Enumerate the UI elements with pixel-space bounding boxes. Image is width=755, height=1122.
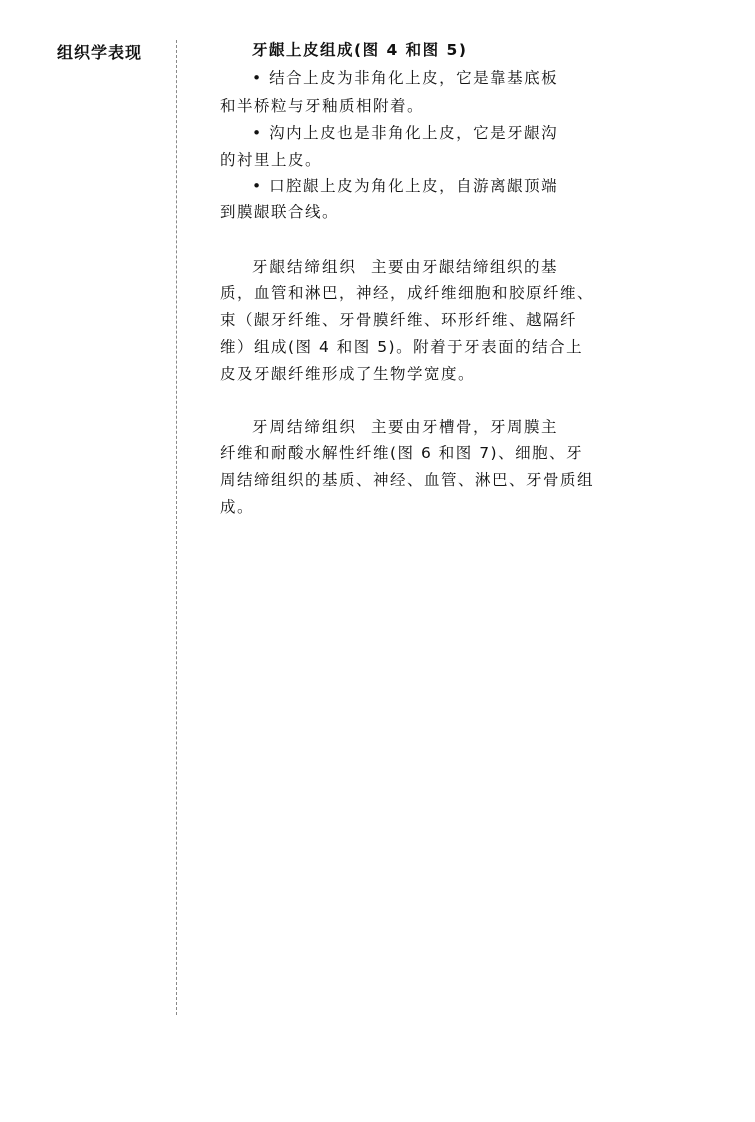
text-line — [252, 417, 558, 437]
text-line: • 沟内上皮也是非角化上皮，它是牙龈沟 — [252, 124, 559, 142]
text-line: 纤维和耐酸水解性纤维(图 6 和图 7)、细胞、牙 — [220, 444, 584, 462]
text: 主要由牙槽骨，牙周膜主 — [371, 418, 559, 436]
text-line: 到膜龈联合线。 — [220, 203, 340, 221]
section-title: 牙龈上皮组成(图 4 和图 5) — [252, 41, 468, 59]
text-line: 周结缔组织的基质、神经、血管、淋巴、牙骨质组 — [220, 471, 595, 489]
text-line: 皮及牙龈纤维形成了生物学宽度。 — [220, 365, 476, 383]
text-line — [252, 257, 558, 277]
text-line: 质，血管和淋巴，神经，成纤维细胞和胶原纤维、 — [220, 284, 595, 302]
text-line: 束（龈牙纤维、牙骨膜纤维、环形纤维、越隔纤 — [220, 311, 578, 329]
text-line: 的衬里上皮。 — [220, 151, 323, 169]
term: 牙龈结缔组织 — [252, 258, 358, 276]
text-line: • 口腔龈上皮为角化上皮，自游离龈顶端 — [252, 177, 559, 195]
text-line: 成。 — [220, 498, 255, 516]
text-line: 和半桥粒与牙釉质相附着。 — [220, 97, 425, 115]
margin-divider — [176, 40, 177, 1015]
text-line: 维）组成(图 4 和图 5)。附着于牙表面的结合上 — [220, 338, 584, 356]
sidebar-heading: 组织学表现 — [57, 43, 143, 62]
term: 牙周结缔组织 — [252, 418, 358, 436]
text-line: • 结合上皮为非角化上皮，它是靠基底板 — [252, 69, 559, 87]
text: 主要由牙龈结缔组织的基 — [371, 258, 559, 276]
